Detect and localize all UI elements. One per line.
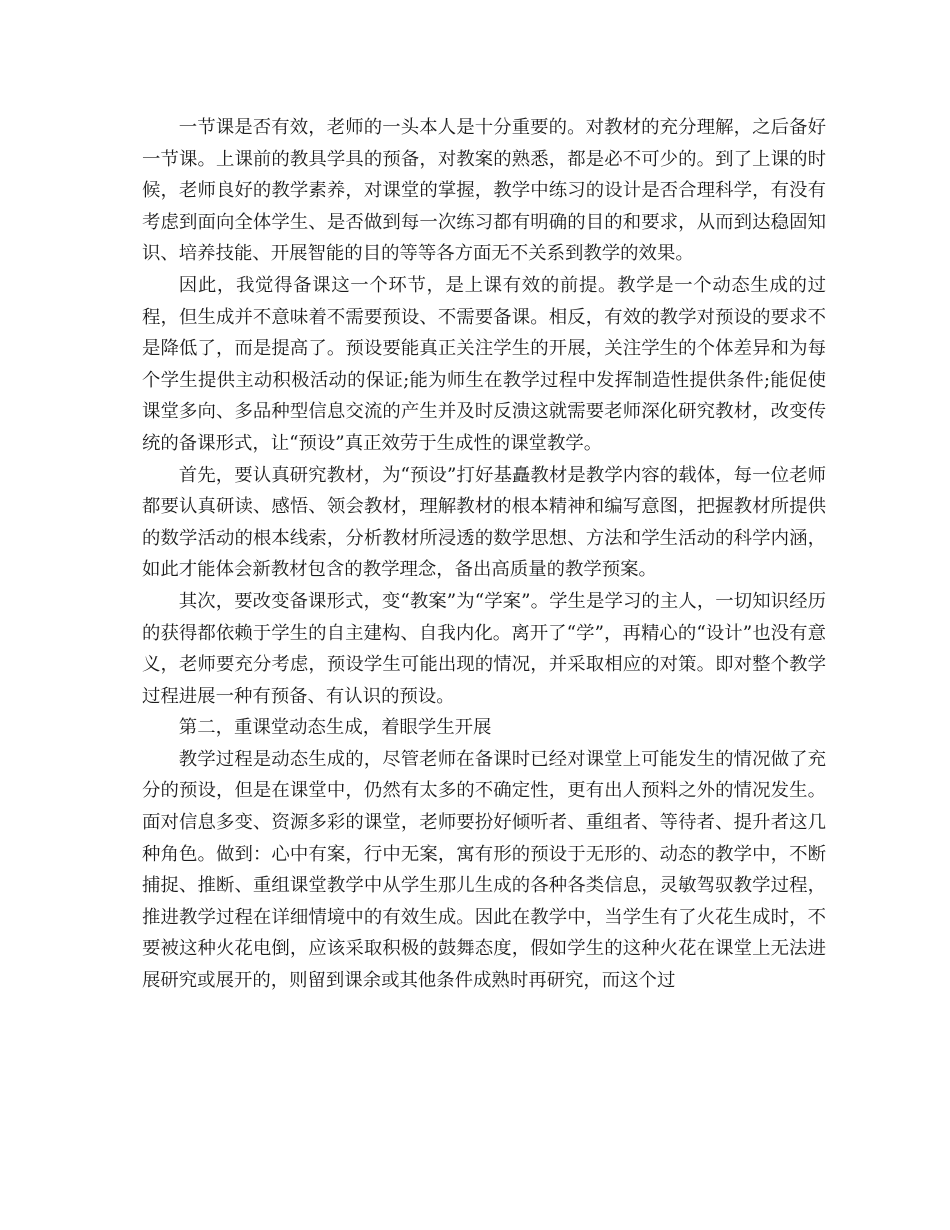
- paragraph-2: 因此，我觉得备课这一个环节，是上课有效的前提。教学是一个动态生成的过程，但生成并不意味着不需要预设、不需要备课。相反，有效的教学对预设的要求不是降低了，而是提高了。预设要能真正关注学生的开展，关注学生的个体差异和为每个学生提供主动积极活动的保证;能为师生在教学过程中发挥制造性提供条件;能促使课堂多向、多品种型信息交流的产生并及时反溃这就需要老师深化研究教材，改变传统的备课形式，让“预设”真正效劳于生成性的课堂教学。: [142, 274, 826, 454]
- section-heading: 第二，重课堂动态生成，着眼学生开展: [178, 717, 492, 739]
- paragraph-3: 首先，要认真研究教材，为“预设”打好基矗教材是教学内容的载体，每一位老师都要认真研读、感悟、领会教材，理解教材的根本精神和编写意图，把握教材所提供的数学活动的根本线索，分析教材所浸透的数学思想、方法和学生活动的科学内涵，如此才能体会新教材包含的教学理念，备出高质量的教学预案。: [142, 464, 826, 581]
- paragraph-4: 其次，要改变备课形式，变“教案”为“学案”。学生是学习的主人，一切知识经历的获得都依赖于学生的自主建构、自我内化。离开了“学”，再精心的“设计”也没有意义，老师要充分考虑，预设学生可能出现的情况，并采取相应的对策。即对整个教学过程进展一种有预备、有认识的预设。: [142, 590, 826, 707]
- document-body: [142, 112, 826, 997]
- paragraph-1: 一节课是否有效，老师的一头本人是十分重要的。对教材的充分理解，之后备好一节课。上课前的教具学具的预备，对教案的熟悉，都是必不可少的。到了上课的时候，老师良好的教学素养，对课堂的掌握，教学中练习的设计是否合理科学，有没有考虑到面向全体学生、是否做到每一次练习都有明确的目的和要求，从而到达稳固知识、培养技能、开展智能的目的等等各方面无不关系到教学的效果。: [142, 117, 826, 265]
- paragraph-5: 教学过程是动态生成的，尽管老师在备课时已经对课堂上可能发生的情况做了充分的预设，但是在课堂中，仍然有太多的不确定性，更有出人预料之外的情况发生。面对信息多变、资源多彩的课堂，老师要扮好倾听者、重组者、等待者、提升者这几种角色。做到：心中有案，行中无案，寓有形的预设于无形的、动态的教学中，不断捕捉、推断、重组课堂教学中从学生那儿生成的各种各类信息，灵敏驾驭教学过程，推进教学过程在详细情境中的有效生成。因此在教学中，当学生有了火花生成时，不要被这种火花电倒，应该采取积极的鼓舞态度，假如学生的这种火花在课堂上无法进展研究或展开的，则留到课余或其他条件成熟时再研究，而这个过: [142, 748, 826, 992]
